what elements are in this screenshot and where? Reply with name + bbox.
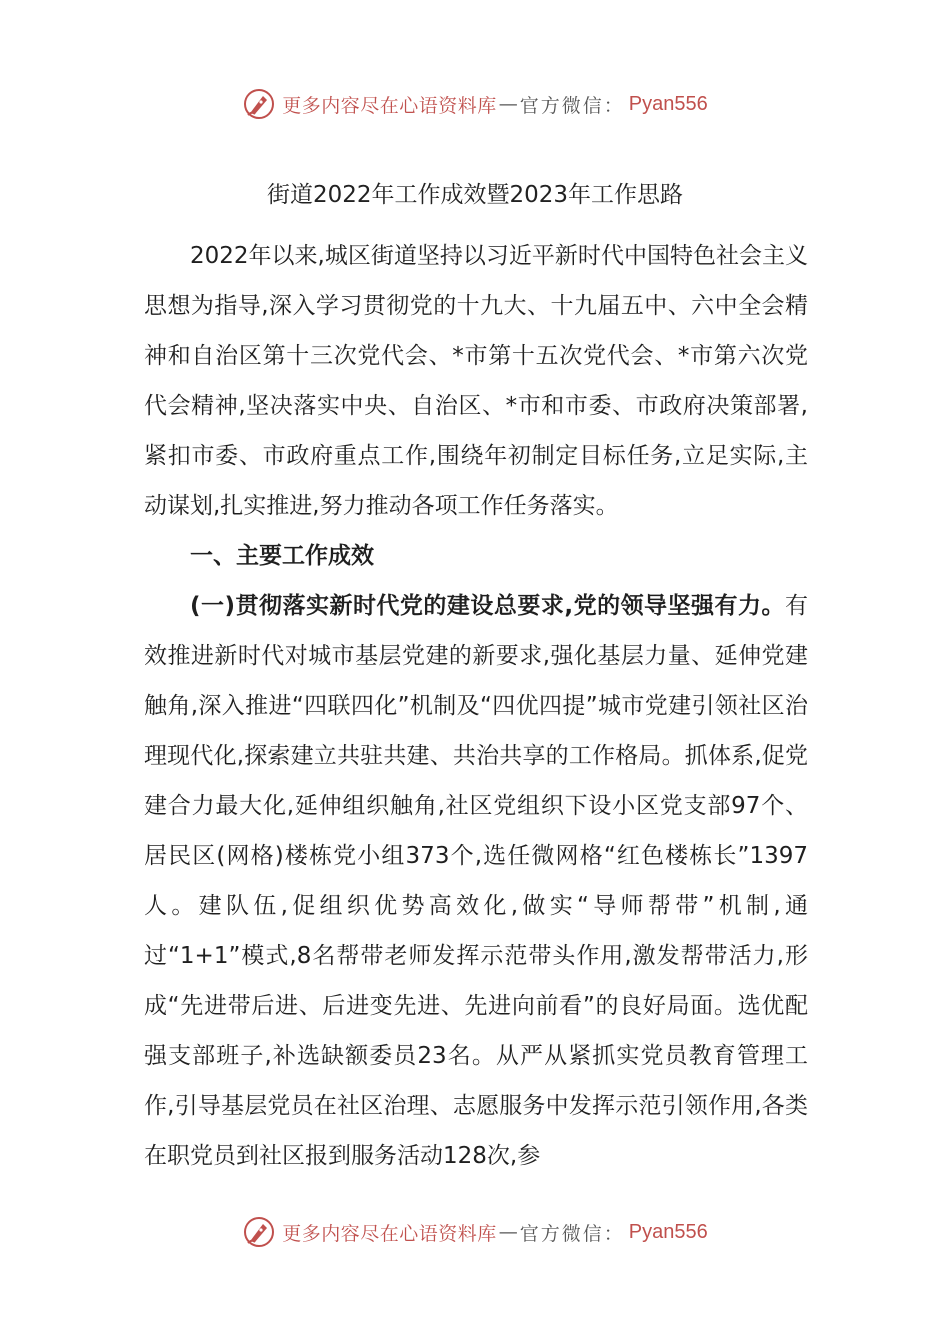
watermark-header — [0, 84, 950, 124]
intro-paragraph: 2022年以来,城区街道坚持以习近平新时代中国特色社会主义思想为指导,深入学习贯彻党的十九大、十九届五中、六中全会精神和自治区第十三次党代会、*市第十五次党代会、*市第六次党代会精神,坚决落实中央、自治区、*市和市委、市政府决策部署,紧扣市委、市政府重点工作,围绕年初制定目标任务,立足实际,主动谋划,扎实推进,努力推动各项工作任务落实。 — [144, 243, 809, 519]
watermark-wechat-label: 官方微信： — [519, 94, 625, 117]
document-body — [144, 231, 808, 1181]
watermark-wechat-id: Pyan556 — [628, 92, 708, 115]
document-title: 街道2022年工作成效暨2023年工作思路 — [266, 182, 684, 208]
watermark-wechat-label: 官方微信： — [519, 1222, 625, 1245]
subsection-heading: (一)贯彻落实新时代党的建设总要求,党的领导坚强有力。 — [190, 593, 785, 619]
subsection-paragraph — [144, 581, 808, 1181]
pen-nib-logo-icon — [242, 1215, 276, 1249]
watermark-brand: 更多内容尽在心语资料库 — [282, 1222, 497, 1245]
section-heading: 一、主要工作成效 — [190, 543, 374, 569]
watermark-brand: 更多内容尽在心语资料库 — [282, 94, 497, 117]
watermark-footer — [0, 1212, 950, 1252]
watermark-separator: — — [498, 1221, 518, 1243]
watermark-wechat-id: Pyan556 — [628, 1220, 708, 1243]
watermark-separator: — — [498, 93, 518, 115]
pen-nib-logo-icon — [242, 87, 276, 121]
subsection-text: 有效推进新时代对城市基层党建的新要求,强化基层力量、延伸党建触角,深入推进“四联四化”机制及“四优四提”城市党建引领社区治理现代化,探索建立共驻共建、共治共享的工作格局。抓体系,促党建合力最大化,延伸组织触角,社区党组织下设小区党支部97个、居民区(网格)楼栋党小组373个,选任微网格“红色楼栋长”1397人。建队伍,促组织优势高效化,做实“导师帮带”机制,通过“1+1”模式,8名帮带老师发挥示范带头作用,激发帮带活力,形成“先进带后进、后进变先进、先进向前看”的良好局面。选优配强支部班子,补选缺额委员23名。从严从紧抓实党员教育管理工作,引导基层党员在社区治理、志愿服务中发挥示范引领作用,各类在职党员到社区报到服务活动128次,参 — [144, 593, 808, 1169]
